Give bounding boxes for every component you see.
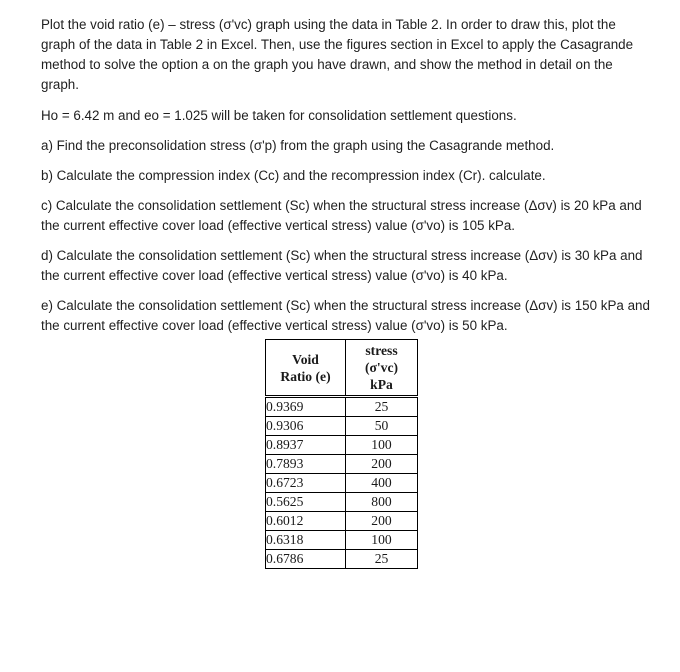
table-row xyxy=(266,550,418,569)
header-stress-line3: kPa xyxy=(370,377,393,392)
stress-cell: 400 xyxy=(346,474,418,493)
data-table-container xyxy=(265,339,418,569)
stress-cell: 800 xyxy=(346,493,418,512)
intro-paragraph: Plot the void ratio (e) – stress (σ'vc) graph using the data in Table 2. In order to draw this, plot the graph of the data in Table 2 in Excel. Then, use the figures section in Excel to apply the Casagrande method to solve the option a on the graph you have drawn, and show the method in detail on the graph. xyxy=(41,17,634,92)
table-row xyxy=(266,436,418,455)
given-values-paragraph: Ho = 6.42 m and eo = 1.025 will be taken for consolidation settlement questions. xyxy=(41,108,517,123)
table-row xyxy=(266,531,418,550)
table-row xyxy=(266,455,418,474)
question-e: e) Calculate the consolidation settlement (Sc) when the structural stress increase (Δσv) is 150 kPa and the current effective cover load (effective vertical stress) value (σ'vo) is 50 kPa. xyxy=(41,298,650,333)
void-ratio-cell: 0.9306 xyxy=(266,417,346,436)
question-a: a) Find the preconsolidation stress (σ'p) from the graph using the Casagrande method. xyxy=(41,138,555,153)
table-row xyxy=(266,397,418,417)
stress-cell: 200 xyxy=(346,455,418,474)
header-stress-line2: (σ'vc) xyxy=(364,360,399,375)
header-void-ratio xyxy=(266,340,346,397)
question-c: c) Calculate the consolidation settlement (Sc) when the structural stress increase (Δσv) is 20 kPa and the current effective cover load (effective vertical stress) value (σ'vo) is 105 kPa. xyxy=(41,198,642,233)
document-body xyxy=(41,15,651,336)
table-row xyxy=(266,493,418,512)
header-void-line1: Void xyxy=(292,351,319,367)
header-stress xyxy=(346,340,418,397)
question-b: b) Calculate the compression index (Cc) and the recompression index (Cr). calculate. xyxy=(41,168,546,183)
void-ratio-cell: 0.6786 xyxy=(266,550,346,569)
void-ratio-cell: 0.8937 xyxy=(266,436,346,455)
header-void-line2: Ratio (e) xyxy=(280,368,331,384)
table-header-row xyxy=(266,340,418,397)
stress-cell: 100 xyxy=(346,436,418,455)
table-row xyxy=(266,512,418,531)
stress-cell: 50 xyxy=(346,417,418,436)
table-row xyxy=(266,474,418,493)
question-d: d) Calculate the consolidation settlement (Sc) when the structural stress increase (Δσv) is 30 kPa and the current effective cover load (effective vertical stress) value (σ'vo) is 40 kPa. xyxy=(41,248,643,283)
stress-cell: 100 xyxy=(346,531,418,550)
void-ratio-cell: 0.9369 xyxy=(266,397,346,417)
void-ratio-cell: 0.6012 xyxy=(266,512,346,531)
consolidation-data-table xyxy=(265,339,418,569)
stress-cell: 25 xyxy=(346,550,418,569)
void-ratio-cell: 0.5625 xyxy=(266,493,346,512)
void-ratio-cell: 0.6723 xyxy=(266,474,346,493)
stress-cell: 200 xyxy=(346,512,418,531)
stress-cell: 25 xyxy=(346,397,418,417)
header-stress-line1: stress xyxy=(365,343,398,358)
void-ratio-cell: 0.7893 xyxy=(266,455,346,474)
void-ratio-cell: 0.6318 xyxy=(266,531,346,550)
table-row xyxy=(266,417,418,436)
